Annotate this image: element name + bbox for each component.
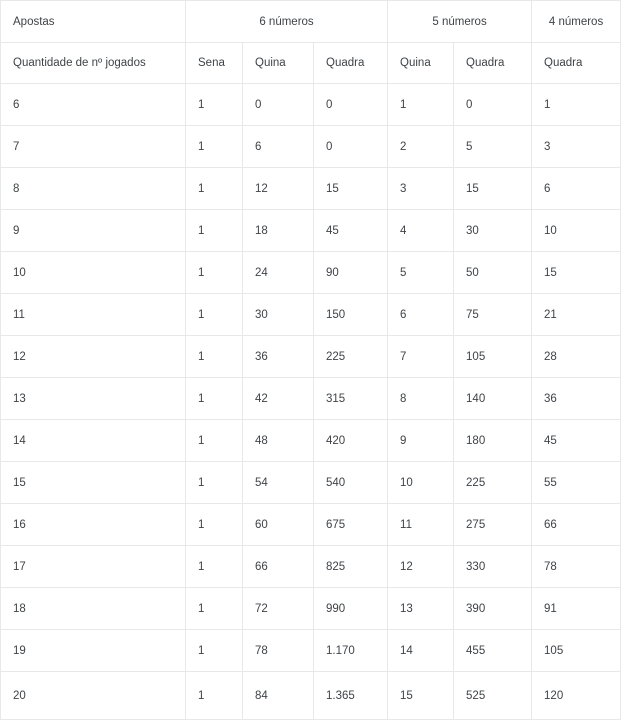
table-cell: 15	[454, 168, 532, 210]
table-cell: 84	[243, 672, 314, 720]
cell-quantidade: 15	[1, 462, 186, 504]
table-cell: 36	[243, 336, 314, 378]
table-cell: 3	[388, 168, 454, 210]
table-row	[1, 84, 621, 126]
table-subheader-row	[1, 43, 621, 84]
table-cell: 1	[186, 588, 243, 630]
table-cell: 66	[243, 546, 314, 588]
table-cell: 1	[186, 378, 243, 420]
table-cell: 45	[532, 420, 621, 462]
header-group-4-numeros: 4 números	[532, 1, 621, 43]
table-cell: 54	[243, 462, 314, 504]
table-cell: 1	[186, 336, 243, 378]
cell-quantidade: 8	[1, 168, 186, 210]
table-row	[1, 420, 621, 462]
table-cell: 1.170	[314, 630, 388, 672]
table-row	[1, 630, 621, 672]
table-cell: 1	[186, 420, 243, 462]
cell-quantidade: 11	[1, 294, 186, 336]
table-cell: 11	[388, 504, 454, 546]
table-row	[1, 168, 621, 210]
table-cell: 15	[532, 252, 621, 294]
table-cell: 18	[243, 210, 314, 252]
subheader-quadra-6: Quadra	[314, 43, 388, 84]
table-cell: 120	[532, 672, 621, 720]
table-cell: 390	[454, 588, 532, 630]
table-cell: 0	[314, 126, 388, 168]
table-cell: 66	[532, 504, 621, 546]
table-cell: 4	[388, 210, 454, 252]
table-cell: 30	[454, 210, 532, 252]
table-cell: 315	[314, 378, 388, 420]
table-cell: 48	[243, 420, 314, 462]
table-cell: 0	[314, 84, 388, 126]
table-cell: 225	[454, 462, 532, 504]
table-header-group-row	[1, 1, 621, 43]
subheader-quadra-5: Quadra	[454, 43, 532, 84]
table-cell: 5	[454, 126, 532, 168]
table-cell: 275	[454, 504, 532, 546]
cell-quantidade: 10	[1, 252, 186, 294]
subheader-quina-5: Quina	[388, 43, 454, 84]
table-cell: 420	[314, 420, 388, 462]
table-row	[1, 210, 621, 252]
table-cell: 60	[243, 504, 314, 546]
header-group-apostas: Apostas	[1, 1, 186, 43]
table-cell: 2	[388, 126, 454, 168]
table-cell: 30	[243, 294, 314, 336]
table-cell: 72	[243, 588, 314, 630]
table-cell: 6	[243, 126, 314, 168]
table-row	[1, 126, 621, 168]
table-body	[1, 84, 621, 720]
cell-quantidade: 12	[1, 336, 186, 378]
table-cell: 7	[388, 336, 454, 378]
cell-quantidade: 20	[1, 672, 186, 720]
cell-quantidade: 18	[1, 588, 186, 630]
table-cell: 180	[454, 420, 532, 462]
table-cell: 1	[388, 84, 454, 126]
cell-quantidade: 19	[1, 630, 186, 672]
subheader-quina-6: Quina	[243, 43, 314, 84]
table-cell: 78	[243, 630, 314, 672]
table-cell: 150	[314, 294, 388, 336]
cell-quantidade: 16	[1, 504, 186, 546]
table-cell: 3	[532, 126, 621, 168]
header-group-6-numeros: 6 números	[186, 1, 388, 43]
table-cell: 675	[314, 504, 388, 546]
cell-quantidade: 6	[1, 84, 186, 126]
table-cell: 1	[186, 462, 243, 504]
table-cell: 28	[532, 336, 621, 378]
table-cell: 540	[314, 462, 388, 504]
table-cell: 6	[532, 168, 621, 210]
table-cell: 12	[388, 546, 454, 588]
table-cell: 91	[532, 588, 621, 630]
table-header	[1, 1, 621, 84]
table-cell: 12	[243, 168, 314, 210]
header-group-5-numeros: 5 números	[388, 1, 532, 43]
table-cell: 1	[186, 252, 243, 294]
table-cell: 1	[186, 210, 243, 252]
table-cell: 24	[243, 252, 314, 294]
table-cell: 1	[186, 84, 243, 126]
table-cell: 105	[454, 336, 532, 378]
table-cell: 1	[186, 294, 243, 336]
table-cell: 15	[388, 672, 454, 720]
table-row	[1, 378, 621, 420]
table-cell: 330	[454, 546, 532, 588]
table-cell: 6	[388, 294, 454, 336]
table-row	[1, 462, 621, 504]
table-cell: 1	[186, 168, 243, 210]
table-cell: 75	[454, 294, 532, 336]
table-row	[1, 336, 621, 378]
cell-quantidade: 14	[1, 420, 186, 462]
table-cell: 990	[314, 588, 388, 630]
subheader-quadra-4: Quadra	[532, 43, 621, 84]
table-cell: 42	[243, 378, 314, 420]
table-row	[1, 252, 621, 294]
table-cell: 140	[454, 378, 532, 420]
table-cell: 14	[388, 630, 454, 672]
table-cell: 8	[388, 378, 454, 420]
cell-quantidade: 17	[1, 546, 186, 588]
table-cell: 1	[532, 84, 621, 126]
table-cell: 10	[388, 462, 454, 504]
table-cell: 1	[186, 630, 243, 672]
table-cell: 50	[454, 252, 532, 294]
table-cell: 55	[532, 462, 621, 504]
table-cell: 13	[388, 588, 454, 630]
table-cell: 21	[532, 294, 621, 336]
table-cell: 45	[314, 210, 388, 252]
subheader-sena: Sena	[186, 43, 243, 84]
table-cell: 9	[388, 420, 454, 462]
table-cell: 105	[532, 630, 621, 672]
table-cell: 1	[186, 504, 243, 546]
cell-quantidade: 9	[1, 210, 186, 252]
table-cell: 36	[532, 378, 621, 420]
table-cell: 1	[186, 672, 243, 720]
table-row	[1, 588, 621, 630]
table-row	[1, 294, 621, 336]
table-cell: 455	[454, 630, 532, 672]
table-cell: 15	[314, 168, 388, 210]
table-cell: 1	[186, 546, 243, 588]
table-cell: 5	[388, 252, 454, 294]
cell-quantidade: 13	[1, 378, 186, 420]
cell-quantidade: 7	[1, 126, 186, 168]
table-cell: 0	[454, 84, 532, 126]
table-cell: 1.365	[314, 672, 388, 720]
table-cell: 90	[314, 252, 388, 294]
table-cell: 10	[532, 210, 621, 252]
table-cell: 525	[454, 672, 532, 720]
table-cell: 225	[314, 336, 388, 378]
table-cell: 825	[314, 546, 388, 588]
subheader-quantidade: Quantidade de nº jogados	[1, 43, 186, 84]
table-row	[1, 672, 621, 720]
table-cell: 0	[243, 84, 314, 126]
table-row	[1, 504, 621, 546]
table-cell: 78	[532, 546, 621, 588]
table-cell: 1	[186, 126, 243, 168]
table-row	[1, 546, 621, 588]
